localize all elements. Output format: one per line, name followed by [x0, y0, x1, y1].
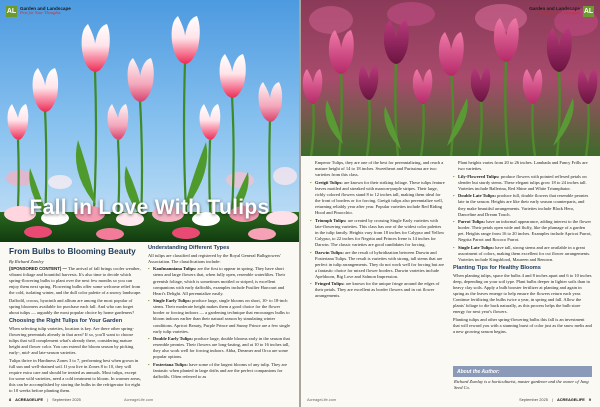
list-item: • Triumph Tulips: are created by crossing Single Early varieties with late-flowering varieties. This class has one of the widest color palettes in the tulip family. Heights vary from 18 inches for Calypso and Yellow Calypso, to 22 inches for Negrita and Princes Irene is 14 inches for Darwin. The classic varieties are good candidates for forcing. — [310, 218, 445, 248]
left-page — [0, 0, 299, 407]
list-item: • Double Early Tulips: produce large, double blooms early in the season that resemble peonies. Their flowers are long-lasting, and at 10 to 16 inches tall, they also work well for forcing indoors. Abba, Dreamer and Orca are some popular options. — [148, 336, 291, 360]
left-column-1 — [9, 266, 142, 396]
issue-date: September 2025 — [52, 397, 81, 402]
paragraph: Planting tulips and other spring-flowering bulbs this fall is an investment that will reward you with a stunning burst of color just as the snow melts and a new growing season begins. — [453, 316, 592, 335]
issue-date: September 2025 — [519, 397, 548, 402]
footer-left: 8 ACREAGELIFE | September 2025 — [9, 397, 81, 402]
section-subtitle: Pest for Your Thoughts — [539, 10, 580, 16]
list-item: • Fosteriana Tulips: have some of the largest blooms of any tulip. They are fantastic when planted in large drifts and are the perfect companions for daffodils. Often referred to as — [148, 362, 291, 380]
section-subtitle: Pest for Your Thoughts — [20, 10, 61, 16]
article-deck: From Bulbs to Blooming Beauty — [9, 246, 136, 256]
running-header-right — [529, 6, 594, 17]
right-page — [301, 0, 600, 407]
right-column-2 — [453, 160, 592, 337]
section-logo-icon: AL — [6, 8, 17, 15]
paragraph: Emperor Tulips, they are one of the best for perennializing, and reach a mature height of 14 to 18 inches. Sweetheart and Purissima are two varieties from this class. — [315, 160, 444, 178]
running-header-left — [6, 6, 71, 17]
list-item: • Darwin Tulips: are the result of hybridization between Darwin and Fosteriana Tulips. The result is varieties with strong, tall stems that are perfect in tulip arrangements. They do not work well for forcing but are a fantastic choice for mixed flower borders. Darwin varieties include Apeldoorn, Big Love and Salmon Impression. — [310, 250, 445, 280]
list-item: • Single Late Tulips: have tall, strong stems and are available in a great assortment of colors, making them excellent for cut flower arrangements. Varieties include Kingsblood, Maureen and Renown. — [453, 245, 592, 263]
intro-paragraph: (SPONSORED CONTENT) — The arrival of fall brings cooler weather, vibrant foliage and bountiful harvests. It's also time to decide which spring-flowering bulbs to plant over the next few months so you can enjoy them next spring. Flowering bulbs offer some welcome relief from the cold, isolating winter, and the dull color palette of a snowy landscape. — [9, 266, 142, 296]
list-item: • Greigii Tulips: are known for their striking foliage. These tulips feature leaves mottled and streaked with maroon-purple stripes. Their large, richly colored flowers stand 8 to 12 inches tall, making them ideal for the front of borders or for forcing. Greigii tulips also perennialize well, returning reliably year after year. Popular varieties include Red Riding Hood and Pinocchio. — [310, 180, 445, 217]
list-item: • Kaufmanniana Tulips: are the first to appear in spring. They have short stems and large flowers that, when fully open, resemble waterlilies. Their greenish foliage, which is sometimes mottled or striped, is excellent companions with early daffodils, examples include Fusilier Harcourt and Heart's Delight. All perennialize easily. — [148, 266, 291, 296]
about-author-text: Richard Zomlay is a horticulturist, master gardener and the owner of Jung Seed Co. — [454, 379, 589, 390]
list-item: • Single Early Tulips: produce large, single blooms on short, 10- to 18-inch stems. Their moderate height makes them a good choice for the flower border or forcing indoors — a gardening technique that encourages bulbs to bloom indoors earlier than their natural season by simulating winter conditions. Apricot Beauty, Purple Prince and Sunny Prince are a few single early tulip varieties. — [148, 298, 291, 335]
tulip-type-list — [310, 180, 445, 300]
footer-url: AcreageLife.com — [124, 397, 154, 402]
subhead-planting: Planting Tips for Healthy Blooms — [453, 264, 541, 271]
sponsored-label: (SPONSORED CONTENT) — — [9, 266, 67, 271]
page-number: 8 — [9, 397, 12, 402]
paragraph: Tulips thrive in Hardiness Zones 3 to 7, performing best when grown in full sun and well-drained soil. If you live in Zones 8 to 10, they will require extra care and should be treated as annuals. Most tulips, except for some wild varieties, need a cold treatment to bloom. In warmer areas, this can be accomplished by storing the bulbs in the refrigerator for eight to 10 weeks before planting them. — [9, 358, 141, 394]
article-byline: By Richard Zomley — [9, 259, 44, 264]
subhead-types: Understanding Different Types — [148, 245, 230, 251]
paragraph: All tulips are classified and registered by the Royal General Bulbgrowers' Association. The classifications include: — [148, 252, 281, 264]
publication-name: ACREAGELIFE — [556, 397, 585, 402]
right-column-1 — [310, 160, 445, 301]
publication-name: ACREAGELIFE — [15, 397, 44, 402]
about-author-heading: About the Author: — [453, 366, 592, 377]
paragraph: When selecting tulip varieties, location is key. Are there other spring-flowering perennials already in that area? If so, you'll want to choose tulips that will complement what's already there, considering mature height and flower color. You can extend the bloom season by picking early-, mid- and late-season varieties. — [9, 325, 134, 356]
section-name: Garden and Landscape — [529, 6, 580, 11]
footer-right: September 2025 | ACREAGELIFE 9 — [519, 397, 591, 402]
paragraph: When planting tulips, space the bulbs 4 and 8 inches apart and 6 to 10 inches deep, depending on your soil type. Plant bulbs deeper in lighter soils than in heavy clay soils. Apply a bulb booster fertilizer at planting and again in spring as the leaves emerge to help ensure the flowers return each year. Continue fertilizing the bulbs twice a year, in spring and fall. Allow the plants' foliage to die back naturally, as this process helps the bulb store energy for next year's flowers. — [453, 272, 592, 315]
tulip-type-list — [453, 174, 592, 263]
about-author-box — [453, 366, 592, 393]
section-name: Garden and Landscape — [20, 6, 71, 11]
list-item: • Double Late Tulips: produce full, double flowers that resemble peonies late in the season. Heights are like their early season counterparts, and they make beautiful arrangements. Varieties include Black Hero, Danceline and Dream Touch. — [453, 193, 592, 217]
list-item: • Fringed Tulips: are known for the unique fringe around the edges of their petals. They are excellent as border flowers and in cut flower arrangements. — [310, 281, 445, 299]
subhead-choosing: Choosing the Right Tulips for Your Garden — [9, 318, 123, 325]
page-number: 9 — [588, 397, 591, 402]
paragraph: Daffodil, crocus, hyacinth and allium are among the most popular of spring bloomers available for purchase each fall. And who can forget about tulips — arguably the most popular choice by home gardeners? — [9, 298, 135, 316]
list-item: • Lily-Flowered Tulips: produce flowers with pointed reflexed petals on slender but sturdy stems. These elegant tulips grow 18 to 24 inches tall. Varieties include Ballerina, Red Shine and White Triumphator. — [453, 174, 592, 192]
footer-url: AcreageLife.com — [307, 397, 337, 402]
article-headline: Fall in Love With Tulips — [29, 196, 270, 219]
section-logo-icon: AL — [583, 8, 594, 15]
tulip-field-photo — [301, 0, 600, 156]
tulip-type-list — [148, 266, 291, 380]
list-item: • Parrot Tulips: have an informal appearance, adding interest to the flower border. Their petals open wide and fluffy, like the plumage of a garden pet. Heights range from 16 to 20 inches. Examples include Apricot Parrot, Negrita Parrot and Rococo Parrot. — [453, 219, 592, 243]
left-column-2 — [148, 243, 291, 381]
paragraph: Plant heights varies from 20 to 26 inches. Lambada and Fancy Frills are two varieties. — [458, 160, 588, 172]
